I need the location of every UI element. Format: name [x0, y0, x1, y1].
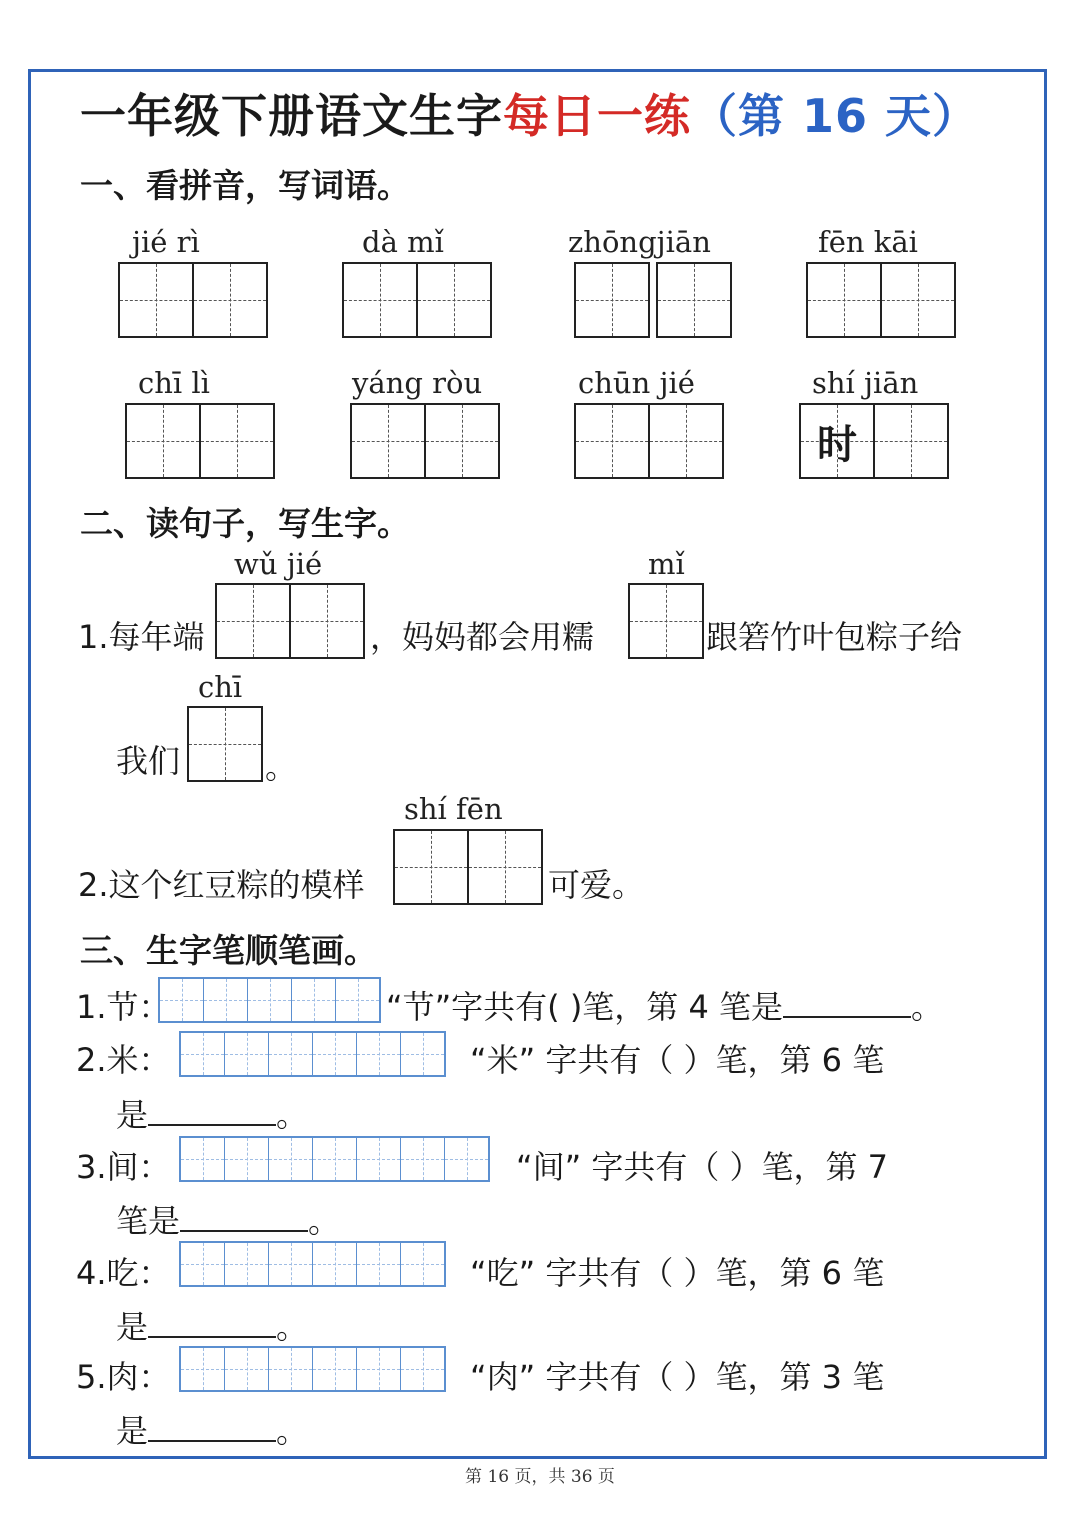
q4-cont-text: 是 — [116, 1308, 149, 1346]
title-day: （第 16 天） — [691, 89, 980, 143]
section1-heading: 一、看拼音，写词语。 — [80, 166, 410, 205]
title-daily: 每日一练 — [503, 89, 691, 143]
write-grid-5[interactable] — [125, 403, 275, 479]
write-grid-8[interactable] — [799, 403, 949, 479]
q5-period: 。 — [276, 1412, 309, 1450]
write-grid-4[interactable] — [806, 262, 956, 338]
s1-grid-2[interactable] — [628, 583, 704, 659]
q4-label: 4.吃： — [76, 1254, 171, 1292]
q3-answer-line[interactable] — [180, 1200, 308, 1232]
pinyin-6: yáng ròu — [352, 366, 483, 400]
s1-text-d: 我们 — [116, 742, 181, 780]
s1-text-c: 跟箬竹叶包粽子给 — [706, 618, 963, 656]
q1-text: “节”字共有( )笔，第 4 笔是 — [386, 988, 784, 1026]
q5-label: 5.肉： — [76, 1358, 171, 1396]
write-grid-1[interactable] — [118, 262, 268, 338]
page-title — [80, 80, 979, 146]
q4-text: “吃” 字共有（ ）笔，第 6 笔 — [470, 1254, 885, 1292]
q1-answer-line[interactable] — [783, 986, 911, 1018]
q5-cont-text: 是 — [116, 1412, 149, 1450]
q4-cont — [116, 1302, 308, 1348]
write-grid-6[interactable] — [350, 403, 500, 479]
q5-answer-line[interactable] — [148, 1410, 276, 1442]
q2-text: “米” 字共有（ ）笔，第 6 笔 — [470, 1041, 885, 1079]
q2-answer-line[interactable] — [148, 1094, 276, 1126]
pinyin-7: chūn jié — [578, 366, 695, 400]
s2-pinyin: shí fēn — [404, 792, 503, 826]
s1-grid-1[interactable] — [215, 583, 365, 659]
s2-grid[interactable] — [393, 829, 543, 905]
q5-stroke-grid[interactable] — [179, 1346, 446, 1392]
q4-period: 。 — [276, 1308, 309, 1346]
s1-pinyin-2: mǐ — [648, 547, 685, 581]
q2-cont — [116, 1090, 308, 1136]
pinyin-8: shí jiān — [812, 366, 919, 400]
write-grid-7[interactable] — [574, 403, 724, 479]
s2-text-a: 2.这个红豆粽的模样 — [78, 866, 365, 904]
q3-stroke-grid[interactable] — [179, 1136, 490, 1182]
s1-text-a: 1.每年端 — [78, 618, 205, 656]
s1-pinyin-1: wǔ jié — [234, 547, 323, 581]
q1-label: 1.节： — [76, 988, 171, 1026]
section2-heading: 二、读句子，写生字。 — [80, 504, 410, 543]
q3-text: “间” 字共有（ ）笔，第 7 — [516, 1148, 889, 1186]
s2-text-b: 可爱。 — [548, 866, 645, 904]
write-grid-3[interactable] — [574, 262, 732, 338]
title-main: 一年级下册语文生字 — [80, 89, 503, 143]
q3-period: 。 — [308, 1202, 341, 1240]
page-footer: 第 16 页，共 36 页 — [465, 1467, 615, 1487]
write-grid-2[interactable] — [342, 262, 492, 338]
q2-period: 。 — [276, 1096, 309, 1134]
pinyin-2: dà mǐ — [362, 225, 444, 259]
pinyin-1: jié rì — [132, 225, 200, 259]
s1-pinyin-3: chī — [198, 670, 243, 704]
q3-cont — [116, 1196, 340, 1242]
q2-stroke-grid[interactable] — [179, 1031, 446, 1077]
example-answer: 时 — [817, 421, 857, 468]
section3-heading: 三、生字笔顺笔画。 — [80, 931, 377, 970]
s1-text-b: ，妈妈都会用糯 — [370, 618, 595, 656]
q5-cont — [116, 1406, 308, 1452]
q4-stroke-grid[interactable] — [179, 1241, 446, 1287]
pinyin-5: chī lì — [138, 366, 210, 400]
q1-end: 。 — [911, 988, 944, 1026]
s1-text-e: 。 — [265, 748, 298, 786]
pinyin-4: fēn kāi — [818, 225, 918, 259]
q2-cont-text: 是 — [116, 1096, 149, 1134]
q3-label: 3.间： — [76, 1148, 171, 1186]
s1-grid-3[interactable] — [187, 706, 263, 782]
q4-answer-line[interactable] — [148, 1306, 276, 1338]
q5-text: “肉” 字共有（ ）笔，第 3 笔 — [470, 1358, 885, 1396]
q2-label: 2.米： — [76, 1041, 171, 1079]
pinyin-3: zhōngjiān — [568, 225, 711, 259]
q3-cont-text: 笔是 — [116, 1202, 181, 1240]
q1-stroke-grid[interactable] — [158, 977, 381, 1023]
q1-question — [386, 982, 943, 1028]
